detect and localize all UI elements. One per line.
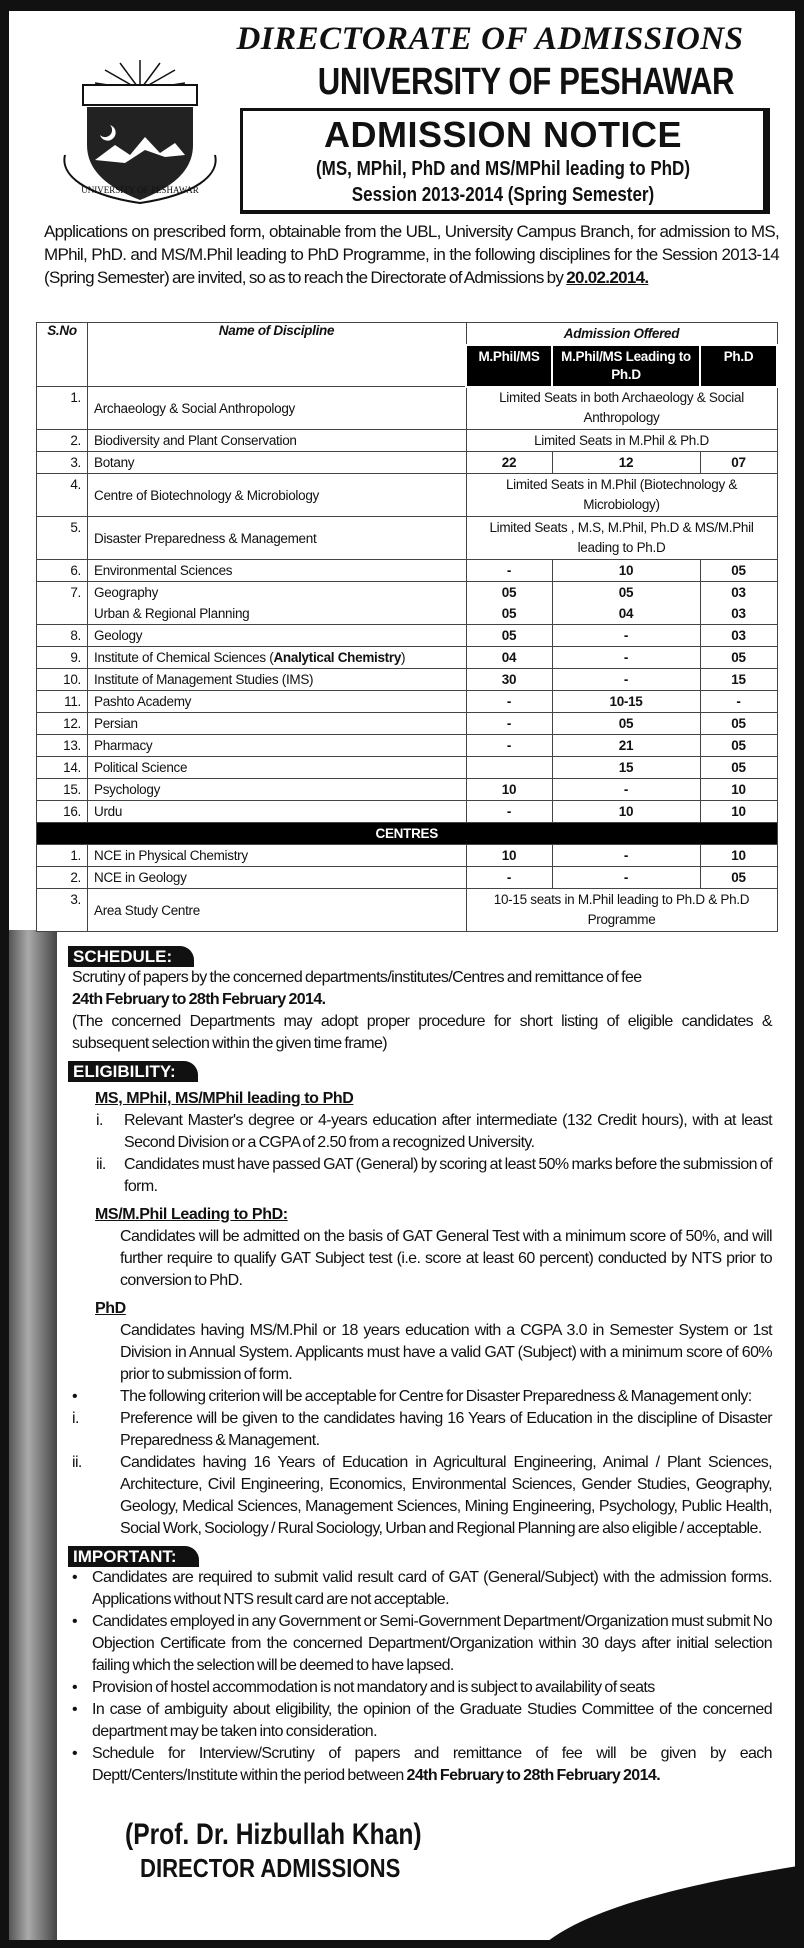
- admission-offered-merged: Limited Seats , M.S, M.Phil, Ph.D & MS/M.Phil leading to Ph.D: [466, 517, 777, 560]
- seats-leading-to-phd: 12: [552, 452, 700, 474]
- disaster-item-text: Candidates having 16 Years of Education in Agricultural Engineering, Animal / Plant Sciences, Architecture, Civil Engineering, Economics, Environmental Sciences, Gender Studies, Geography, Geology, Medical Sciences, Management Sciences, Mining Engineering, Psychology, Public Health, Social Work, Sociology / Rural Sociology, Urban and Regional Planning are also eligible / acceptable.: [120, 1454, 772, 1537]
- table-row: [37, 713, 778, 735]
- table-row: [37, 757, 778, 779]
- notice-subtitle: (MS, MPhil, PhD and MS/MPhil leading to PhD): [316, 158, 690, 180]
- table-row: [37, 582, 778, 625]
- ms-item: [96, 1110, 772, 1154]
- intro-text: Applications on prescribed form, obtainable from the UBL, University Campus Branch, for admission to MS, MPhil, PhD. and MS/M.Phil leading to PhD Programme, in the following disciplines for the Session 2013-14 (Spring Semester) are invited, so as to reach the Directorate of Admissions by: [44, 222, 779, 287]
- row-number: 7.: [37, 582, 88, 625]
- bullet-marker: •: [72, 1569, 78, 1586]
- discipline-name: Pashto Academy: [88, 691, 467, 713]
- schedule-label: SCHEDULE:: [68, 946, 194, 967]
- ms-heading: MS, MPhil, MS/MPhil leading to PhD: [95, 1090, 354, 1107]
- table-row: [37, 430, 778, 452]
- university-title: UNIVERSITY OF PESHAWAR: [317, 61, 735, 103]
- bullet-marker: •: [72, 1701, 78, 1718]
- row-number: 15.: [37, 779, 88, 801]
- seats-phd: 05: [700, 757, 777, 779]
- eligibility-label: ELIGIBILITY:: [68, 1061, 198, 1082]
- row-number: 1.: [37, 387, 88, 430]
- important-label: IMPORTANT:: [68, 1546, 199, 1567]
- table-row: [37, 889, 778, 932]
- row-number: 3.: [37, 452, 88, 474]
- row-number: 2.: [37, 867, 88, 889]
- row-number: 5.: [37, 517, 88, 560]
- notice-title: ADMISSION NOTICE: [323, 114, 682, 155]
- discipline-name: NCE in Physical Chemistry: [88, 845, 467, 867]
- important-item: [72, 1611, 772, 1677]
- seats-leading-to-phd: 10-15: [552, 691, 700, 713]
- ms-item-text: Candidates must have passed GAT (General) by scoring at least 50% marks before the submission of form.: [124, 1156, 772, 1195]
- seats-phd: 07: [700, 452, 777, 474]
- table-row: [37, 387, 778, 430]
- table-row: [37, 669, 778, 691]
- seats-phd: 05: [700, 735, 777, 757]
- header-phd: Ph.D: [700, 345, 777, 387]
- row-number: 2.: [37, 430, 88, 452]
- seats-mphil-ms: [466, 757, 552, 779]
- seats-leading-to-phd: 15: [552, 757, 700, 779]
- notice-session: Session 2013-2014 (Spring Semester): [351, 184, 655, 206]
- table-row: [37, 735, 778, 757]
- row-number: 11.: [37, 691, 88, 713]
- seats-leading-to-phd: 10: [552, 560, 700, 582]
- row-number: 4.: [37, 474, 88, 517]
- row-number: 14.: [37, 757, 88, 779]
- disciplines-table: [36, 322, 778, 932]
- seats-leading-to-phd: 05 04: [552, 582, 700, 625]
- header-admission-offered: Admission Offered: [466, 323, 777, 345]
- bullet-marker: •: [72, 1745, 78, 1762]
- ms-item-text: Relevant Master's degree or 4-years education after intermediate (132 Credit hours), with at least Second Division or a CGPA of 2.50 from a recognized University.: [124, 1112, 772, 1151]
- schedule-note: (The concerned Departments may adopt proper procedure for short listing of eligible candidates & subsequent selection within the given time frame): [72, 1013, 772, 1052]
- admission-offered-merged: Limited Seats in M.Phil (Biotechnology & Microbiology): [466, 474, 777, 517]
- list-marker: i.: [96, 1112, 103, 1129]
- admission-offered-merged: Limited Seats in M.Phil & Ph.D: [466, 430, 777, 452]
- discipline-name: Centre of Biotechnology & Microbiology: [88, 474, 467, 517]
- seats-phd: 05: [700, 713, 777, 735]
- disaster-item-text: Preference will be given to the candidates having 16 Years of Education in the discipline of Disaster Preparedness & Management.: [120, 1410, 772, 1449]
- row-number: 9.: [37, 647, 88, 669]
- seats-leading-to-phd: 21: [552, 735, 700, 757]
- seats-leading-to-phd: -: [552, 779, 700, 801]
- discipline-name: Archaeology & Social Anthropology: [88, 387, 467, 430]
- header-leading-to-phd: M.Phil/MS Leading to Ph.D: [552, 345, 700, 387]
- row-number: 13.: [37, 735, 88, 757]
- seats-phd: 05: [700, 647, 777, 669]
- seats-leading-to-phd: 05: [552, 713, 700, 735]
- seats-mphil-ms: 10: [466, 845, 552, 867]
- seats-phd: 10: [700, 801, 777, 823]
- table-row: [37, 474, 778, 517]
- seats-leading-to-phd: -: [552, 845, 700, 867]
- notice-body: [36, 322, 778, 1883]
- seats-mphil-ms: 05 05: [466, 582, 552, 625]
- admission-offered-merged: Limited Seats in both Archaeology & Social Anthropology: [466, 387, 777, 430]
- important-item-schedule: [72, 1743, 772, 1787]
- seats-phd: 10: [700, 845, 777, 867]
- signatory-title: DIRECTOR ADMISSIONS: [140, 1853, 401, 1883]
- discipline-name: Persian: [88, 713, 467, 735]
- row-number: 8.: [37, 625, 88, 647]
- row-number: 3.: [37, 889, 88, 932]
- important-item-dates: 24th February to 28th February 2014.: [406, 1767, 661, 1784]
- schedule-text: Scrutiny of papers by the concerned departments/institutes/Centres and remittance of fee: [72, 969, 642, 986]
- discipline-name: Psychology: [88, 779, 467, 801]
- table-row: [37, 452, 778, 474]
- seats-mphil-ms: 05: [466, 625, 552, 647]
- list-marker: i.: [72, 1410, 79, 1427]
- row-number: 6.: [37, 560, 88, 582]
- discipline-name: Botany: [88, 452, 467, 474]
- seats-mphil-ms: 22: [466, 452, 552, 474]
- disaster-bullet-text: The following criterion will be acceptable for Centre for Disaster Preparedness & Management only:: [120, 1388, 752, 1405]
- header-discipline: Name of Discipline: [88, 323, 467, 387]
- discipline-name: Environmental Sciences: [88, 560, 467, 582]
- row-number: 16.: [37, 801, 88, 823]
- important-item: [72, 1567, 772, 1611]
- discipline-name: Geology: [88, 625, 467, 647]
- seats-phd: 03 03: [700, 582, 777, 625]
- phd-text: Candidates having MS/M.Phil or 18 years education with a CGPA 3.0 in Semester System or 1st Division in Annual System. Applicants must have a valid GAT (Subject) with a minimum score of 60% prior to submission of form.: [120, 1322, 772, 1383]
- logo-text: UNIVERSITY OF PESHAWAR: [81, 185, 199, 195]
- discipline-name: Institute of Chemical Sciences (Analytical Chemistry): [88, 647, 467, 669]
- leading-text: Candidates will be admitted on the basis of GAT General Test with a minimum score of 50%, and will further require to qualify GAT Subject test (i.e. score at least 60 percent) conducted by NTS prior to conversion to PhD.: [120, 1228, 772, 1289]
- table-row: [37, 517, 778, 560]
- seats-phd: 10: [700, 779, 777, 801]
- row-number: 12.: [37, 713, 88, 735]
- leading-heading: MS/M.Phil Leading to PhD:: [95, 1206, 288, 1223]
- important-item-text: In case of ambiguity about eligibility, the opinion of the Graduate Studies Committee of the concerned department may be taken into consideration.: [92, 1701, 772, 1740]
- table-row: [37, 801, 778, 823]
- seats-phd: -: [700, 691, 777, 713]
- seats-leading-to-phd: -: [552, 647, 700, 669]
- centres-row: [37, 823, 778, 845]
- discipline-name: Institute of Management Studies (IMS): [88, 669, 467, 691]
- table-row: [37, 625, 778, 647]
- seats-leading-to-phd: -: [552, 867, 700, 889]
- list-marker: ii.: [96, 1156, 106, 1173]
- schedule-dates: 24th February to 28th February 2014.: [72, 991, 326, 1008]
- admission-notice-box: [240, 108, 770, 214]
- bullet-marker: •: [72, 1613, 78, 1630]
- seats-mphil-ms: 10: [466, 779, 552, 801]
- discipline-name: Biodiversity and Plant Conservation: [88, 430, 467, 452]
- row-number: 1.: [37, 845, 88, 867]
- seats-leading-to-phd: -: [552, 625, 700, 647]
- important-item-text: Candidates employed in any Government or Semi-Government Department/Organization must submit No Objection Certificate from the concerned Department/Organization within 30 days after initial selection failing which the selection will be deemed to have lapsed.: [92, 1613, 772, 1674]
- table-row: [37, 647, 778, 669]
- discipline-name: Area Study Centre: [88, 889, 467, 932]
- seats-mphil-ms: -: [466, 560, 552, 582]
- important-item-text: Provision of hostel accommodation is not mandatory and is subject to availability of seats: [92, 1679, 655, 1696]
- seats-leading-to-phd: 10: [552, 801, 700, 823]
- list-marker: ii.: [72, 1454, 82, 1471]
- disaster-bullet: [72, 1386, 772, 1408]
- seats-mphil-ms: -: [466, 713, 552, 735]
- important-item-text: Schedule for Interview/Scrutiny of papers and remittance of fee will be given by each Deptt/Centers/Institute within the period between: [92, 1745, 772, 1784]
- table-row: [37, 779, 778, 801]
- table-row: [37, 560, 778, 582]
- important-item: [72, 1677, 772, 1699]
- bullet-marker: •: [72, 1388, 78, 1405]
- table-row: [37, 867, 778, 889]
- discipline-name: Disaster Preparedness & Management: [88, 517, 467, 560]
- seats-phd: 05: [700, 560, 777, 582]
- phd-heading: PhD: [95, 1300, 126, 1317]
- seats-phd: 05: [700, 867, 777, 889]
- seats-phd: 15: [700, 669, 777, 691]
- directorate-title: DIRECTORATE OF ADMISSIONS: [236, 21, 744, 57]
- admission-offered-merged: 10-15 seats in M.Phil leading to Ph.D & Ph.D Programme: [466, 889, 777, 932]
- disaster-item: [72, 1408, 772, 1452]
- bullet-marker: •: [72, 1679, 78, 1696]
- discipline-name: Geography Urban & Regional Planning: [88, 582, 467, 625]
- row-number: 10.: [37, 669, 88, 691]
- important-item-text: Candidates are required to submit valid result card of GAT (General/Subject) with the admission forms. Applications without NTS result card are not acceptable.: [92, 1569, 772, 1608]
- seats-mphil-ms: -: [466, 735, 552, 757]
- discipline-name: NCE in Geology: [88, 867, 467, 889]
- centres-heading: CENTRES: [37, 823, 778, 845]
- discipline-name: Urdu: [88, 801, 467, 823]
- seats-leading-to-phd: -: [552, 669, 700, 691]
- table-row: [37, 845, 778, 867]
- seats-phd: 03: [700, 625, 777, 647]
- discipline-name: Political Science: [88, 757, 467, 779]
- important-item: [72, 1699, 772, 1743]
- deadline-date: 20.02.2014.: [566, 268, 649, 287]
- discipline-name: Pharmacy: [88, 735, 467, 757]
- seats-mphil-ms: 04: [466, 647, 552, 669]
- seats-mphil-ms: -: [466, 691, 552, 713]
- header-mphil-ms: M.Phil/MS: [466, 345, 552, 387]
- header-sno: S.No: [37, 323, 88, 387]
- table-row: [37, 691, 778, 713]
- signatory-name: (Prof. Dr. Hizbullah Khan): [125, 1818, 422, 1851]
- seats-mphil-ms: -: [466, 867, 552, 889]
- seats-mphil-ms: 30: [466, 669, 552, 691]
- intro-paragraph: [44, 220, 779, 289]
- university-logo: [55, 55, 225, 205]
- ms-item: [96, 1154, 772, 1198]
- disaster-item: [72, 1452, 772, 1540]
- seats-mphil-ms: -: [466, 801, 552, 823]
